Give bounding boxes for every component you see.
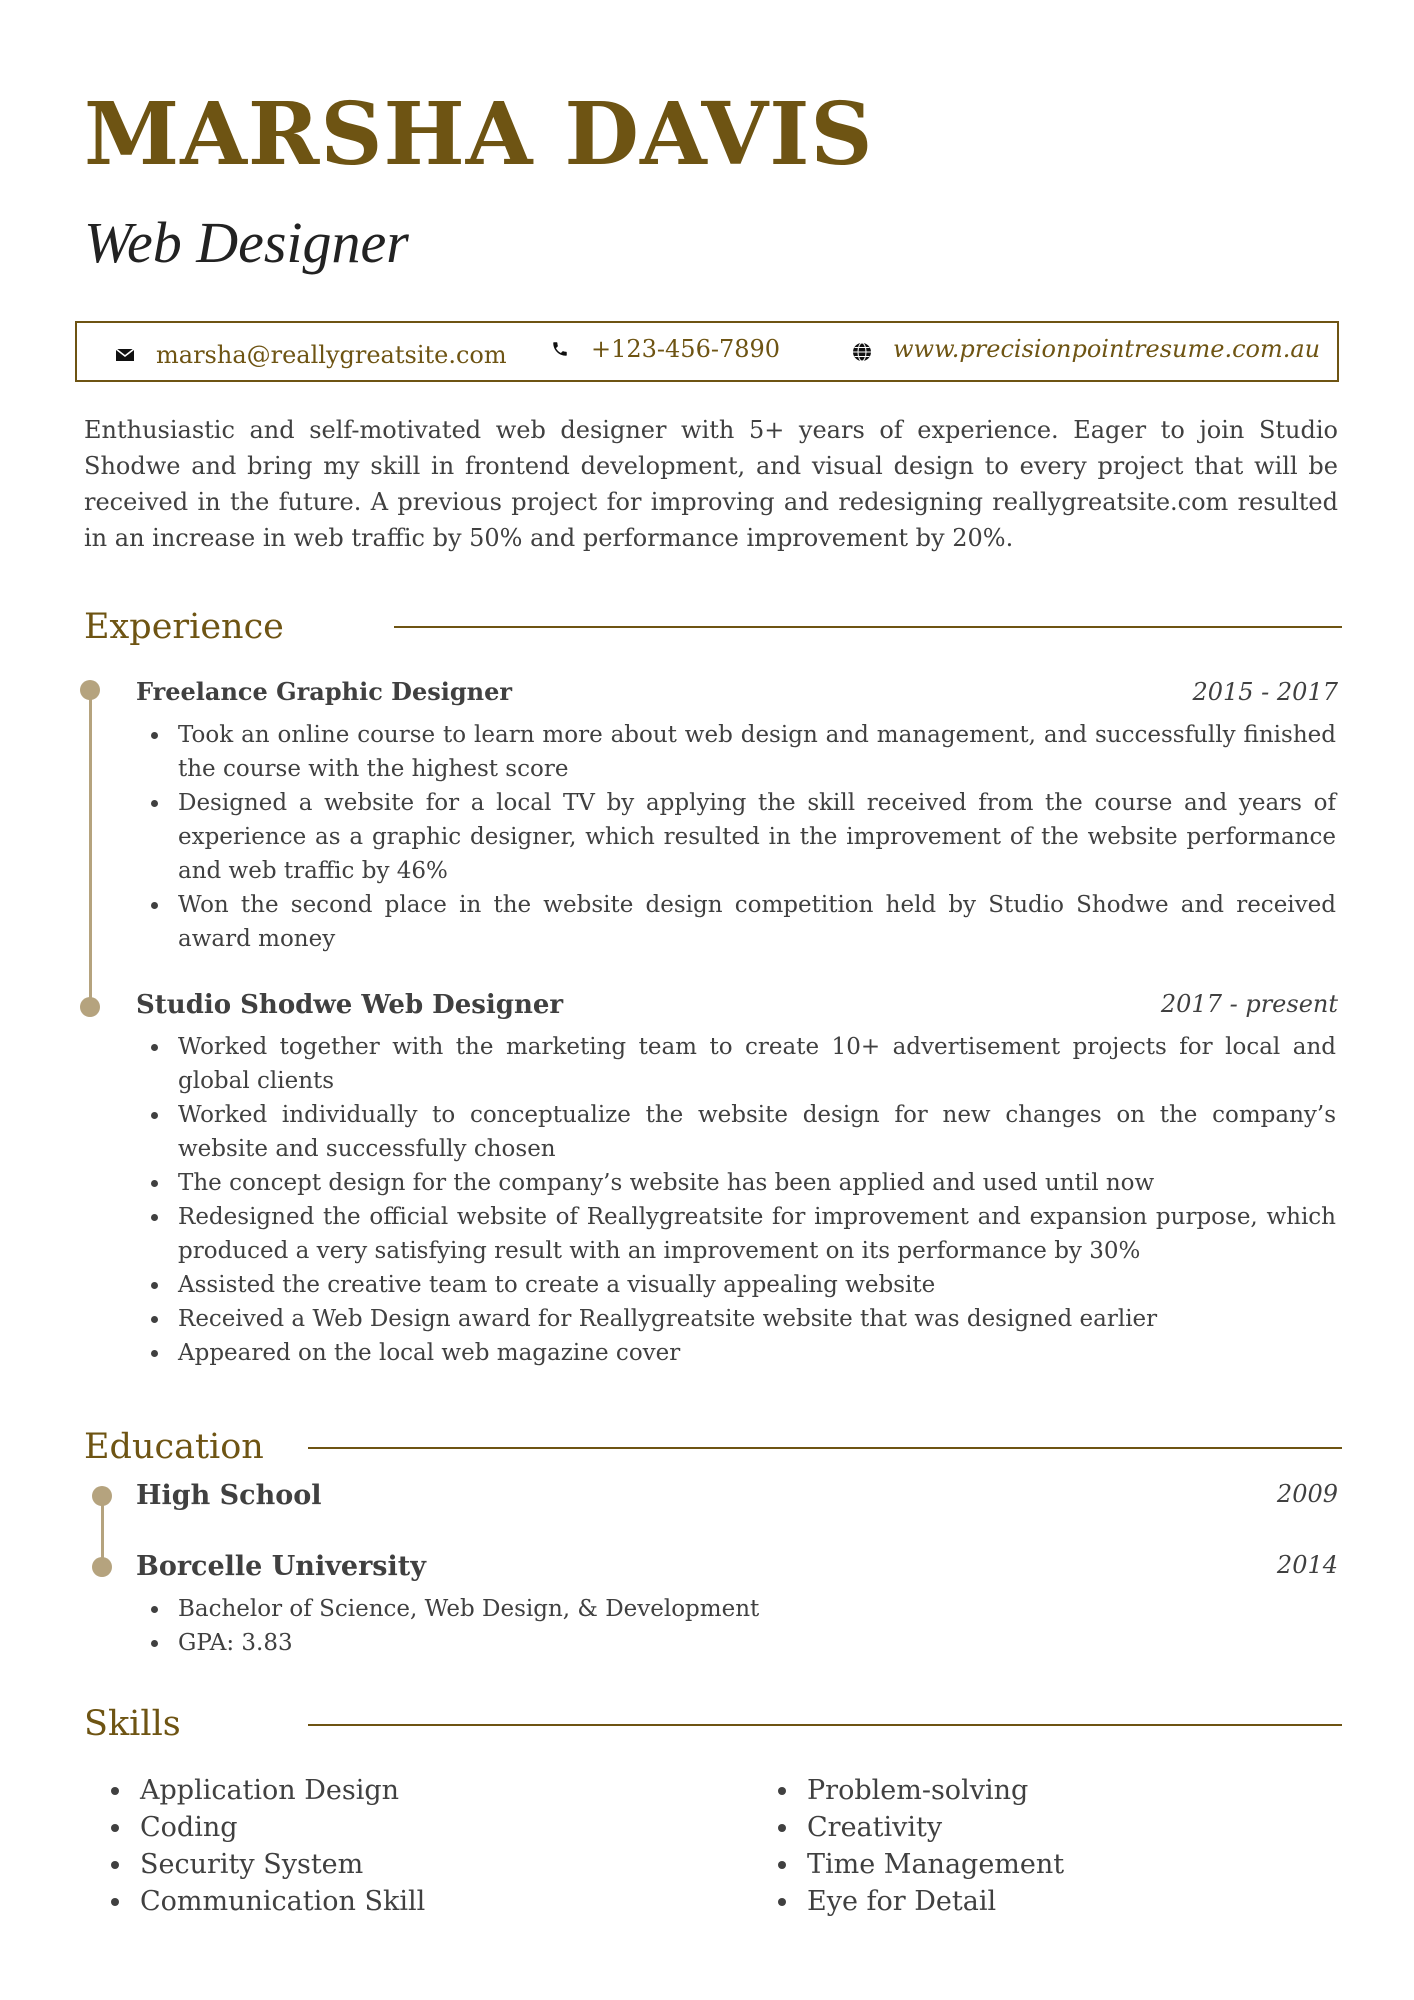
contact-email[interactable] (114, 326, 507, 383)
list-item: The concept design for the company’s website has been applied and used until now (136, 1166, 1336, 1200)
experience-divider (394, 626, 1342, 628)
job-bullets (136, 1030, 1336, 1370)
school-year: 2009 (1276, 1480, 1338, 1508)
list-item: Received a Web Design award for Reallygreatsite website that was designed earlier (136, 1302, 1336, 1336)
section-title-experience: Experience (84, 607, 284, 647)
list-item: Coding (84, 1809, 425, 1846)
list-item: Worked together with the marketing team to create 10+ advertisement projects for local and global clients (136, 1030, 1336, 1098)
school-name: Borcelle University (136, 1551, 426, 1582)
list-item: Problem-solving (751, 1772, 1064, 1809)
list-item: GPA: 3.83 (136, 1626, 1336, 1660)
job-title: Freelance Graphic Designer (136, 677, 513, 706)
candidate-name: MARSHA DAVIS (84, 84, 874, 185)
list-item: Appeared on the local web magazine cover (136, 1336, 1336, 1370)
section-title-skills: Skills (84, 1704, 181, 1744)
contact-phone[interactable] (549, 320, 780, 377)
list-item: Communication Skill (84, 1883, 425, 1920)
section-title-education: Education (84, 1427, 264, 1467)
job-date: 2017 - present (1160, 990, 1338, 1018)
list-item: Creativity (751, 1809, 1064, 1846)
globe-icon (851, 341, 873, 363)
skills-list-right (751, 1772, 1064, 1920)
list-item: Worked individually to conceptualize the website design for new changes on the company’s website and successfully chosen (136, 1098, 1336, 1166)
job-date: 2015 - 2017 (1192, 678, 1338, 706)
email-text: marsha@reallygreatsite.com (156, 340, 507, 369)
job-bullets (136, 718, 1336, 956)
contact-website[interactable] (851, 320, 1320, 377)
timeline-dot (80, 997, 100, 1017)
school-year: 2014 (1276, 1551, 1338, 1579)
education-bullets (136, 1592, 1336, 1660)
contact-bar (75, 321, 1339, 382)
list-item: Redesigned the official website of Reallygreatsite for improvement and expansion purpose, which produced a very satisfying result with an improvement on its performance by 30% (136, 1200, 1336, 1268)
list-item: Won the second place in the website design competition held by Studio Shodwe and received award money (136, 888, 1336, 956)
list-item: Time Management (751, 1846, 1064, 1883)
timeline-dot (92, 1486, 112, 1506)
skills-list-left (84, 1772, 425, 1920)
envelope-icon (114, 344, 136, 366)
list-item: Bachelor of Science, Web Design, & Development (136, 1592, 1336, 1626)
list-item: Assisted the creative team to create a visually appealing website (136, 1268, 1336, 1302)
experience-timeline-line (89, 690, 92, 1006)
list-item: Application Design (84, 1772, 425, 1809)
list-item: Designed a website for a local TV by applying the skill received from the course and years of experience as a graphic designer, which resulted in the improvement of the website performance and web traffic by 46% (136, 786, 1336, 888)
timeline-dot (92, 1557, 112, 1577)
list-item: Took an online course to learn more about web design and management, and successfully finished the course with the highest score (136, 718, 1336, 786)
job-title: Studio Shodwe Web Designer (136, 990, 564, 1020)
phone-icon (549, 338, 571, 360)
phone-text: +123-456-7890 (591, 334, 781, 363)
profile-summary: Enthusiastic and self-motivated web designer with 5+ years of experience. Eager to join Studio Shodwe and bring my skill in frontend development, and visual design to every project that will be received in the future. A previous project for improving and redesigning reallygreatsite.com resulted in an increase in web traffic by 50% and performance improvement by 20%. (84, 416, 1338, 552)
list-item: Eye for Detail (751, 1883, 1064, 1920)
timeline-dot (80, 680, 100, 700)
job-role: Web Designer (84, 210, 409, 275)
education-divider (308, 1447, 1342, 1449)
school-name: High School (136, 1480, 322, 1511)
website-text: www.precisionpointresume.com.au (893, 334, 1321, 363)
list-item: Security System (84, 1846, 425, 1883)
skills-divider (308, 1724, 1342, 1726)
